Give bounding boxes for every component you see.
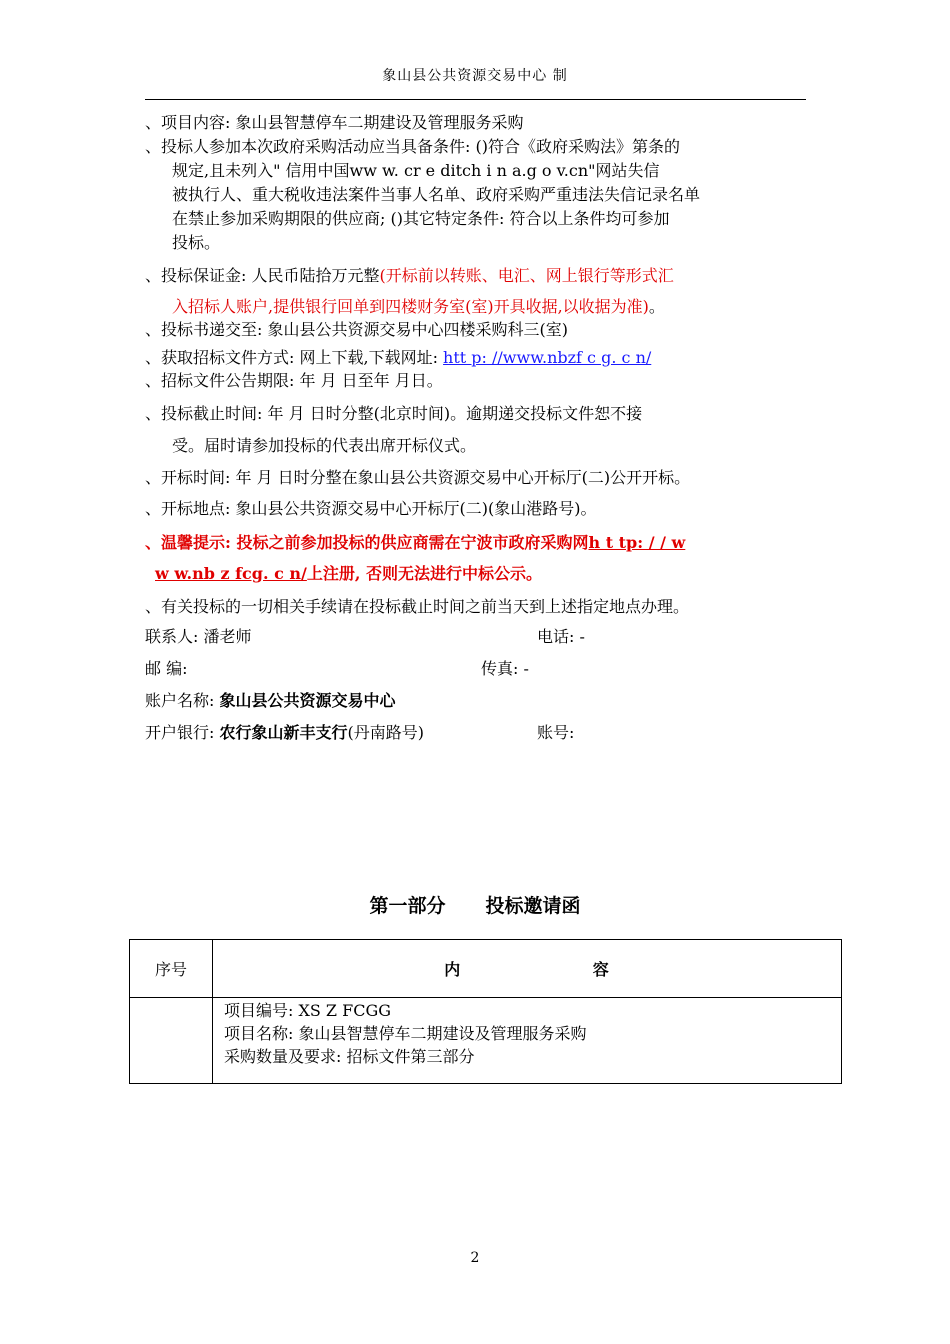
bid-bond-amount: 、投标保证金: 人民币陆拾万元整 — [145, 266, 380, 285]
obtain-documents-label: 、获取招标文件方式: 网上下载,下载网址: — [145, 348, 444, 367]
bid-bond-period: 。 — [648, 297, 665, 316]
section-title — [0, 891, 950, 918]
page-header: 象山县公共资源交易中心 制 — [382, 68, 568, 84]
reminder-line-2 — [155, 563, 542, 585]
project-number: 项目编号: XS Z FCGG — [224, 1001, 392, 1020]
page-number: 2 — [470, 1250, 480, 1266]
table-header-row — [130, 940, 842, 998]
account-name-label: 账户名称: — [145, 691, 220, 710]
bid-deadline-line-2: 受。届时请参加投标的代表出席开标仪式。 — [172, 436, 477, 455]
qualification-line-4: 在禁止参加采购期限的供应商; ()其它特定条件: 符合以上条件均可参加 — [172, 209, 670, 228]
bank-line — [145, 722, 424, 744]
qualification-line-3: 被执行人、重大税收违法案件当事人名单、政府采购严重违法失信记录名单 — [172, 185, 701, 204]
notice-period-line: 、招标文件公告期限: 年 月 日至年 月日。 — [145, 371, 443, 390]
account-number: 账号: — [537, 723, 575, 742]
table-row — [130, 998, 842, 1084]
qualification-line-2: 规定,且未列入" 信用中国ww w. cr e ditch i n a.g o v.cn"网站失信 — [172, 161, 660, 180]
bank-name: 农行象山新丰支行 — [219, 723, 348, 742]
row-content-cell — [213, 998, 842, 1084]
bank-branch: (丹南路号) — [347, 723, 424, 742]
account-name: 象山县公共资源交易中心 — [219, 691, 396, 710]
reminder-text: 、温馨提示: 投标之前参加投标的供应商需在宁波市政府采购网 — [145, 533, 589, 552]
obtain-documents-line — [145, 347, 651, 369]
bid-bond-note: (开标前以转账、电汇、网上银行等形式汇 — [379, 266, 674, 285]
qualification-line-5: 投标。 — [172, 233, 221, 252]
account-name-line — [145, 690, 396, 712]
opening-location-line: 、开标地点: 象山县公共资源交易中心开标厅(二)(象山港路号)。 — [145, 499, 597, 518]
bid-bond-line-2 — [172, 296, 665, 318]
header-content: 内 容 — [213, 940, 842, 998]
header-divider — [145, 99, 806, 100]
bid-bond-note-2: 入招标人账户,提供银行回单到四楼财务室(室)开具收据,以收据为准) — [172, 297, 649, 316]
header-no: 序号 — [130, 940, 213, 998]
postal-code: 邮 编: — [145, 659, 188, 678]
reminder-link-1[interactable]: h t tp: / / w — [588, 533, 686, 552]
procedures-line: 、有关投标的一切相关手续请在投标截止时间之前当天到上述指定地点办理。 — [145, 597, 690, 616]
row-no-cell — [130, 998, 213, 1084]
reminder-link-2[interactable]: w w.nb z fcg. c n/ — [155, 564, 307, 583]
section-part: 第一部分 — [369, 895, 446, 917]
bank-label: 开户银行: — [145, 723, 220, 742]
bid-deadline-line: 、投标截止时间: 年 月 日时分整(北京时间)。逾期递交投标文件恕不接 — [145, 404, 643, 423]
fax: 传真: - — [481, 659, 529, 678]
section-heading: 投标邀请函 — [485, 895, 581, 917]
submission-location-line: 、投标书递交至: 象山县公共资源交易中心四楼采购科三(室) — [145, 320, 568, 339]
reminder-text-2: 上注册, 否则无法进行中标公示。 — [306, 564, 543, 583]
bidder-qualification-line: 、投标人参加本次政府采购活动应当具备条件: ()符合《政府采购法》第条的 — [145, 137, 680, 156]
project-name: 项目名称: 象山县智慧停车二期建设及管理服务采购 — [224, 1024, 587, 1043]
contact-person: 联系人: 潘老师 — [145, 627, 252, 646]
opening-time-line: 、开标时间: 年 月 日时分整在象山县公共资源交易中心开标厅(二)公开开标。 — [145, 468, 691, 487]
procurement-requirements: 采购数量及要求: 招标文件第三部分 — [224, 1047, 475, 1066]
bid-bond-line — [145, 265, 674, 287]
download-link[interactable]: htt p: //www.nbzf c g. c n/ — [443, 348, 652, 367]
invitation-table — [129, 939, 842, 1084]
reminder-line — [145, 532, 685, 554]
contact-phone: 电话: - — [537, 627, 585, 646]
project-content-line: 、项目内容: 象山县智慧停车二期建设及管理服务采购 — [145, 113, 524, 132]
